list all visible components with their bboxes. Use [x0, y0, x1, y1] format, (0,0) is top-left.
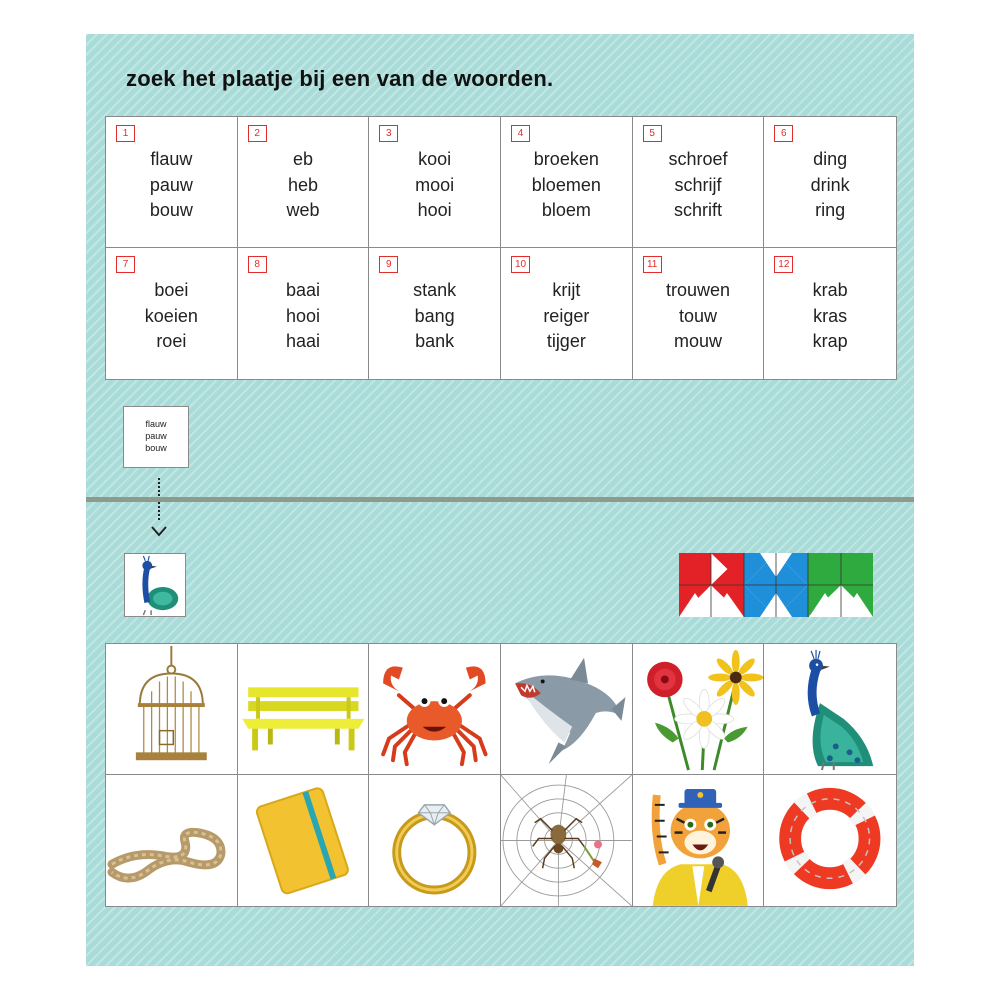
word: baai — [285, 280, 320, 300]
picture-card — [106, 775, 238, 906]
word: schroef — [668, 149, 728, 169]
arrow-down-icon — [148, 518, 170, 540]
word: haai — [285, 331, 320, 351]
birdcage-icon — [106, 644, 237, 774]
word: pauw — [149, 174, 193, 195]
word-card — [238, 248, 370, 379]
word-list — [238, 278, 369, 355]
word: koeien — [144, 305, 198, 326]
word: bouw — [149, 200, 193, 220]
word-card — [501, 117, 633, 248]
card-number: 6 — [774, 125, 793, 142]
word-card — [106, 117, 238, 248]
picture-card — [238, 775, 370, 906]
word: krap — [812, 331, 848, 351]
word-list — [369, 147, 500, 224]
card-number: 1 — [116, 125, 135, 142]
word: trouwen — [665, 280, 731, 300]
life-buoy-icon — [764, 775, 896, 906]
card-number: 2 — [248, 125, 267, 142]
word: krijt — [552, 280, 581, 300]
example-word: pauw — [145, 431, 167, 441]
code-pattern-shape — [808, 553, 841, 585]
word: krab — [812, 280, 848, 300]
card-number: 8 — [248, 256, 267, 273]
word: bloem — [541, 200, 591, 220]
word: hooi — [285, 305, 320, 326]
page-title: zoek het plaatje bij een van de woorden. — [126, 66, 554, 91]
card-number: 7 — [116, 256, 135, 273]
worksheet-page — [86, 34, 914, 966]
picture-card — [238, 644, 370, 775]
card-number: 10 — [511, 256, 530, 273]
word: tijger — [546, 331, 586, 351]
word: ring — [815, 200, 846, 220]
word: kras — [813, 305, 848, 326]
picture-card — [633, 775, 765, 906]
word-card — [369, 117, 501, 248]
word: flauw — [150, 149, 193, 169]
picture-card — [501, 644, 633, 775]
picture-card — [501, 775, 633, 906]
card-number: 5 — [643, 125, 662, 142]
peacock-icon — [125, 554, 185, 616]
flowers-icon — [633, 644, 764, 774]
word: mooi — [415, 174, 455, 195]
example-word: flauw — [145, 419, 167, 429]
word: schrijf — [674, 174, 722, 195]
shark-icon — [501, 644, 632, 774]
word-card — [633, 248, 765, 379]
yellow-notebook-icon — [238, 775, 369, 906]
picture-card — [369, 775, 501, 906]
picture-card — [106, 644, 238, 775]
word: bang — [414, 305, 455, 326]
picture-card — [764, 775, 896, 906]
word-card — [633, 117, 765, 248]
code-pattern-shape — [841, 553, 873, 585]
word-card — [106, 248, 238, 379]
word: drink — [810, 174, 850, 195]
spider-web-icon — [501, 775, 632, 906]
word: broeken — [533, 149, 599, 169]
word: ding — [813, 149, 848, 169]
word-card — [238, 117, 370, 248]
word: roei — [156, 331, 187, 351]
tiger-icon — [633, 775, 764, 906]
word: schrift — [673, 200, 722, 220]
crab-icon — [369, 644, 500, 774]
card-number: 12 — [774, 256, 793, 273]
gold-ring-icon — [369, 775, 500, 906]
word-list — [501, 278, 632, 355]
word-list — [764, 278, 896, 355]
word: hooi — [417, 200, 452, 220]
yellow-bench-icon — [238, 644, 369, 774]
word: bank — [415, 331, 455, 351]
word: eb — [292, 149, 313, 169]
word-list — [369, 278, 500, 355]
word: boei — [154, 280, 189, 300]
word-card — [501, 248, 633, 379]
word-list — [501, 147, 632, 224]
picture-card — [369, 644, 501, 775]
card-number: 9 — [379, 256, 398, 273]
example-picture-card — [124, 553, 186, 617]
example-word-card — [123, 406, 189, 468]
word: web — [286, 200, 320, 220]
word-card — [764, 248, 896, 379]
section-divider — [86, 497, 914, 502]
word-list — [633, 278, 764, 355]
picture-card — [633, 644, 765, 775]
word: stank — [413, 280, 457, 300]
code-pattern-graphic — [679, 553, 873, 617]
card-number: 11 — [643, 256, 662, 273]
word: mouw — [673, 331, 722, 351]
picture-grid — [105, 643, 897, 907]
card-number: 3 — [379, 125, 398, 142]
example-word: bouw — [145, 443, 167, 453]
rope-icon — [106, 775, 237, 906]
word: kooi — [418, 149, 452, 169]
word: reiger — [543, 305, 590, 326]
word-list — [106, 278, 237, 355]
word-list — [238, 147, 369, 224]
word: touw — [678, 305, 717, 326]
word: heb — [287, 174, 319, 195]
word-list — [633, 147, 764, 224]
word-card — [764, 117, 896, 248]
word-list — [764, 147, 896, 224]
word-card — [369, 248, 501, 379]
word-list — [106, 147, 237, 224]
card-number: 4 — [511, 125, 530, 142]
word-card-grid — [105, 116, 897, 380]
peacock-icon — [764, 644, 896, 774]
picture-card — [764, 644, 896, 775]
word: bloemen — [531, 174, 601, 195]
